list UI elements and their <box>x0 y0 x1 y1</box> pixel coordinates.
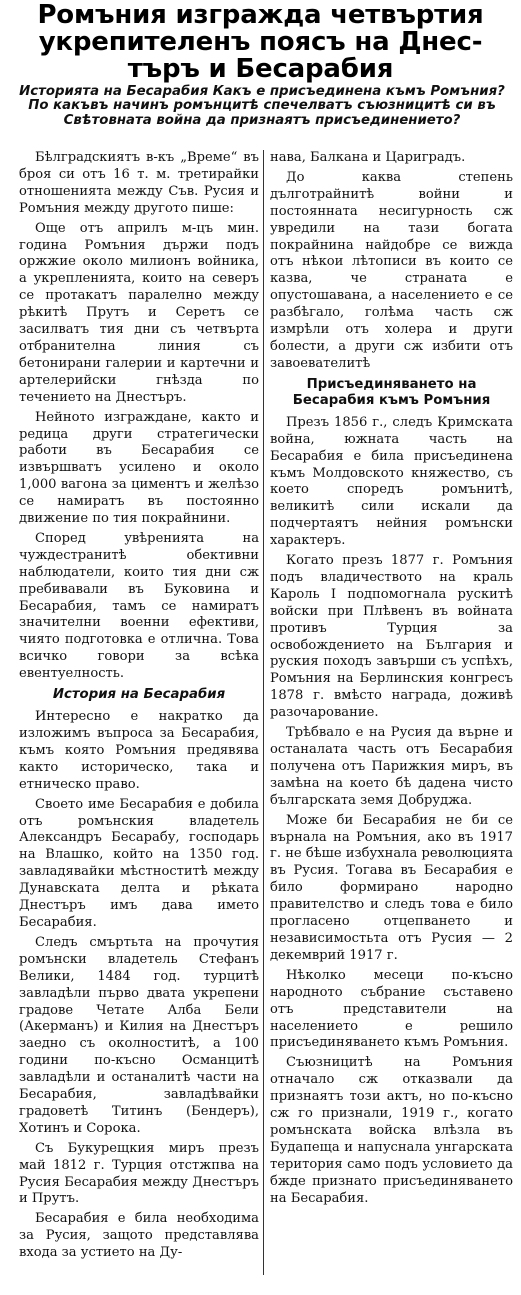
paragraph: Когато презъ 1877 г. Ромъния подъ владичеството на краль Кароль I подпомогнала рускитѣ войски при Плѣвенъ въ войната противъ Турция за освобождението на България и руския походъ завърши съ успѣхъ, Ромъния на Берлинския конгресъ 1878 г. вмѣсто награда, доживѣ разочарование. <box>270 553 513 721</box>
column-divider <box>263 150 264 1275</box>
paragraph: Още отъ априлъ м-цъ мин. година Ромъния държи подъ оржжие около милионъ войника, а укрепленията, които на северъ се протакатъ паралелно между рѣкитѣ Прутъ и Серетъ се засилватъ тия дни съ четвърта отбранителна линия съ бетонирани галерии и картечни и артелерийски гнѣзда по течението на Днестъръ. <box>19 220 259 405</box>
paragraph: Интересно е накратко да изложимъ въпроса за Бесарабия, къмъ която Ромъния предявява както историческо, така и етническо право. <box>19 709 259 792</box>
paragraph: Бѣлградскиятъ в-къ „Време“ въ броя си отъ 16 т. м. третирайки отношенията между Съв. Русия и Ромъния между другото пише: <box>19 150 259 216</box>
section-heading: Присъединяването на Бесарабия къмъ Ромъния <box>292 376 491 408</box>
paragraph: До каква степень дълготрайнитѣ войни и постоянната несигурность сж увредили на тази богата покрайнина найдобре се вижда отъ нѣкои лѣтописи въ които се казва, че страната е опустошавана, а населението е се разбѣгало, голѣма часть сж измрѣли отъ холера и други болести, а други сж избити отъ завоевателитѣ <box>270 169 513 371</box>
paragraph: Според увѣренията на чуждестранитѣ обективни наблюдатели, които тия дни сж пребивавали въ Буковина и Бесарабия, тамъ се намиратъ значителни военни ефективи, чиято подготовка е отлична. Това всичко говори за всѣка евентуелность. <box>19 530 259 682</box>
paragraph: Може би Бесарабия не би се върнала на Ромъния, ако въ 1917 г. не бѣше избухнала революцията въ Русия. Тогава въ Бесарабия е било формирано народно правителство и следъ това е било прогласено отцепването и независимостьта отъ Русия — 2 декемврий 1917 г. <box>270 812 513 963</box>
right-column <box>270 150 513 1210</box>
article-subheadline: Историята на Бесарабия Какъ е присъединена къмъ Ромъния? По какъвъ начинъ ромънцитѣ спечелватъ съюзницитѣ си въ Свѣтовната война да признаятъ присъединението? <box>19 84 505 128</box>
paragraph: Съюзницитѣ на Ромъния отначало сж отказвали да признаятъ този актъ, но по-късно сж го признали, 1919 г., когато ромънската войска влѣзла въ Будапеща и напуснала унгарската територия само подъ условието да бжде признато присъединяването на Бесарабия. <box>270 1055 513 1206</box>
paragraph: Нѣколко месеци по-късно народното събрание съставено отъ представители на населението е решило присъединяването къмъ Ромъния. <box>270 967 513 1051</box>
section-heading: История на Бесарабия <box>52 687 226 703</box>
paragraph: Трѣбвало е на Русия да върне и останалата часть отъ Бесарабия получена отъ Парижкия миръ, въ замѣна на което бѣ дадена чисто българската земя Добруджа. <box>270 725 513 808</box>
paragraph: Своето име Бесарабия е добила отъ ромънския владетель Александръ Бесарабу, господарь на Влашко, който на 1350 год. завладявайки мѣстноститѣ между Дунавската делта и рѣката Днестъръ имъ дава името Бесарабия. <box>19 796 259 930</box>
article-headline: Ромъния изгражда четвъртия укрепителенъ поясъ на Днес- търъ и Бесарабия <box>37 0 484 84</box>
left-column <box>19 150 259 1265</box>
paragraph: Съ Букурещкия миръ презъ май 1812 г. Турция отстжпва на Русия Бесарабия между Днестъръ и Прутъ. <box>19 1140 259 1207</box>
paragraph: Презъ 1856 г., следъ Кримската война, южната часть на Бесарабия е била присъединена къмъ Молдовското княжество, съ което споредъ ромънитѣ, великитѣ сили искали да подчертаятъ нейния ромънски характеръ. <box>270 414 513 549</box>
paragraph: Нейното изграждане, както и редица други стратегически работи въ Бесарабия се извършватъ усилено и около 1,000 вагона за циментъ и желѣзо се намиратъ въ постоянно движение по тия покрайнини. <box>19 409 259 527</box>
paragraph: нава, Балкана и Цариградъ. <box>270 150 466 165</box>
paragraph: Следъ смъртьта на прочутия ромънски владетель Стефанъ Велики, 1484 год. турцитѣ завладѣли първо двата укрепени градове Четате Алба Бели (Акерманъ) и Килия на Днестъръ заедно съ околноститѣ, а 100 години по-късно Османцитѣ завладѣли и останалитѣ части на Бесарабия, завладѣвайки градоветѣ Титинъ (Бендеръ), Хотинъ и Сорока. <box>19 934 259 1136</box>
paragraph: Бесарабия е била необходима за Русия, защото представлява входа за устието на Ду- <box>19 1211 259 1261</box>
